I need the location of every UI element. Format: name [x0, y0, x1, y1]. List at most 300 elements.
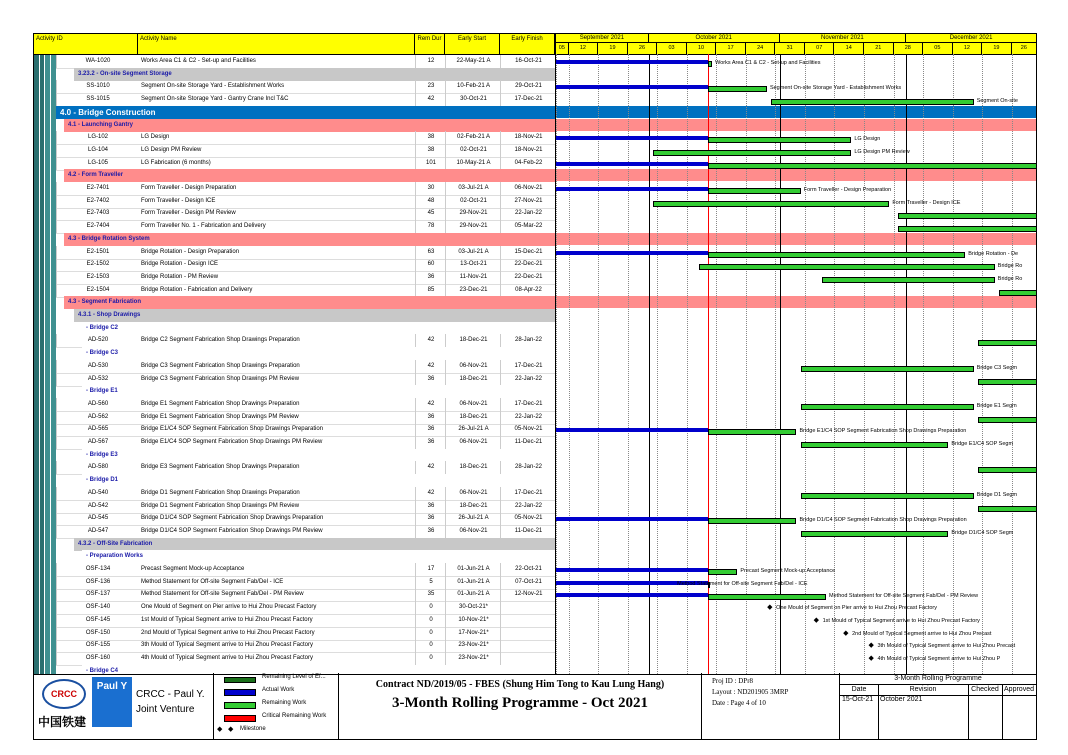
outline-indent: [34, 639, 56, 652]
remaining-bar[interactable]: [801, 442, 949, 448]
timescale-month: October 2021: [649, 34, 780, 43]
wbs-heading-label: 4.3 - Segment Fabrication: [68, 299, 142, 306]
early-start: 06-Nov-21: [445, 525, 501, 538]
rem-dur: 85: [415, 284, 446, 297]
timescale-month: November 2021: [780, 34, 907, 43]
footer: [33, 673, 1037, 740]
outline-indent: [34, 373, 56, 386]
early-finish: 28-Jan-22: [500, 334, 556, 347]
early-finish: 22-Oct-21: [500, 563, 556, 576]
activity-id: OSF-155: [56, 639, 139, 652]
activity-name: Bridge E3 Segment Fabrication Shop Drawings Preparation: [141, 464, 300, 471]
early-finish: 12-Nov-21: [500, 588, 556, 601]
wbs-heading-label: 4.3.2 - Off-Site Fabrication: [78, 540, 153, 547]
activity-id: OSF-136: [56, 576, 139, 589]
page-number: Date : Page 4 of 10: [712, 699, 766, 707]
activity-name: 4th Mould of Typical Segment arrive to Hui Zhou Precast Factory: [141, 654, 313, 661]
remaining-bar[interactable]: [708, 188, 801, 194]
early-finish: 17-Dec-21: [500, 93, 556, 106]
outline-indent: [34, 220, 56, 233]
early-finish: 18-Nov-21: [500, 131, 556, 144]
wbs-heading-label: 4.2 - Form Traveller: [68, 172, 124, 179]
activity-name: Bridge C3 Segment Fabrication Shop Drawings PM Review: [141, 375, 300, 382]
outline-indent: [34, 525, 56, 538]
wbs-heading[interactable]: [34, 106, 555, 119]
early-finish: 11-Dec-21: [500, 436, 556, 449]
early-start: 17-Nov-21*: [445, 627, 501, 640]
rem-dur: 36: [415, 373, 446, 386]
crcc-logo: CRCC: [42, 679, 86, 709]
outline-indent: [34, 461, 56, 474]
activity-id: AD-567: [56, 436, 139, 449]
wbs-heading-label: 3.23.2 - On-site Segment Storage: [78, 70, 172, 77]
wbs-heading[interactable]: [34, 169, 555, 182]
bar-label: Bridge D1/C4 SOP Segm: [951, 529, 1014, 536]
activity-name: Bridge C2 Segment Fabrication Shop Drawings Preparation: [141, 337, 300, 344]
early-finish: 15-Dec-21: [500, 246, 556, 259]
activity-id: AD-562: [56, 411, 139, 424]
actual-bar[interactable]: [556, 162, 708, 166]
bar-label: 2nd Mould of Typical Segment arrive to Hui Zhou Precast: [852, 630, 992, 637]
early-start: 29-Nov-21: [445, 220, 501, 233]
remaining-bar[interactable]: [801, 366, 974, 372]
activity-id: AD-565: [56, 423, 139, 436]
activity-name: Bridge D1 Segment Fabrication Shop Drawings PM Review: [141, 502, 300, 509]
early-finish: [500, 614, 556, 627]
activity-id: OSF-160: [56, 652, 139, 665]
remaining-bar[interactable]: [708, 594, 826, 600]
timescale-week: 19: [982, 43, 1012, 54]
rev-date-value: 15-Oct-21: [842, 696, 874, 703]
wbs-heading[interactable]: [34, 309, 555, 322]
activity-name: Bridge E1 Segment Fabrication Shop Drawings PM Review: [141, 413, 299, 420]
activity-id: AD-547: [56, 525, 139, 538]
timescale-week: 12: [953, 43, 983, 54]
activity-name: 1st Mould of Typical Segment arrive to Hui Zhou Precast Factory: [141, 616, 313, 623]
rem-dur: 42: [415, 487, 446, 500]
legend: [214, 673, 339, 739]
outline-indent: [34, 119, 56, 132]
wbs-heading-label: 4.3.1 - Shop Drawings: [78, 312, 141, 318]
early-finish: 28-Jan-22: [500, 461, 556, 474]
activity-name: Bridge Rotation - PM Review: [141, 273, 219, 280]
outline-indent: [34, 246, 56, 259]
activity-id: E2-7401: [56, 182, 139, 195]
remaining-bar[interactable]: [708, 429, 797, 435]
outline-indent: [34, 93, 56, 106]
early-start: 06-Nov-21: [445, 487, 501, 500]
outline-indent: [34, 271, 56, 284]
wbs-heading[interactable]: [34, 385, 555, 398]
timescale-week: 24: [746, 43, 776, 54]
wbs-heading-label: 4.1 - Launching Gantry: [68, 121, 134, 128]
early-start: 22-May-21 A: [445, 55, 501, 68]
early-start: 10-Feb-21 A: [445, 80, 501, 93]
activity-id: E2-7404: [56, 220, 139, 233]
week-gridline: [834, 54, 835, 674]
outline-indent: [34, 334, 56, 347]
activity-id: LG-104: [56, 144, 139, 157]
bar-label: Bridge D1 Segm: [976, 491, 1018, 498]
timescale-week: 12: [569, 43, 599, 54]
outline-indent: [34, 436, 56, 449]
bar-label: Segment On-site: [976, 98, 1018, 105]
activity-name: Segment On-site Storage Yard - Gantry Crane Incl T&C: [141, 96, 289, 103]
outline-indent: [34, 474, 56, 487]
bar-label: 3th Mould of Typical Segment arrive to Hui Zhou Precast: [877, 643, 1016, 650]
rem-dur: 35: [415, 588, 446, 601]
outline-indent: [34, 360, 56, 373]
early-start: 26-Jul-21 A: [445, 512, 501, 525]
activity-name: Bridge Rotation - Design ICE: [141, 261, 219, 268]
outline-indent: [34, 512, 56, 525]
early-start: 13-Oct-21: [445, 258, 501, 271]
rem-dur: 42: [415, 334, 446, 347]
outline-indent: [34, 131, 56, 144]
rev-header-revision: Revision: [878, 684, 969, 696]
week-gridline: [923, 54, 924, 674]
actual-bar[interactable]: [556, 85, 708, 89]
outline-indent: [34, 157, 56, 170]
remaining-bar[interactable]: [708, 252, 965, 258]
title-block: [339, 673, 702, 739]
wbs-heading-label: - Bridge E1: [86, 388, 118, 395]
bar-label: LG Design PM Review: [854, 148, 910, 155]
remaining-bar[interactable]: [771, 99, 974, 105]
rem-dur: 42: [415, 360, 446, 373]
outline-indent: [34, 347, 56, 360]
col-rem-dur[interactable]: Rem Dur: [415, 34, 445, 54]
outline-indent: [34, 195, 56, 208]
schedule-sheet: [33, 33, 1037, 675]
activity-id: AD-532: [56, 373, 139, 386]
early-start: 10-May-21 A: [445, 157, 501, 170]
rem-dur: 23: [415, 80, 446, 93]
remaining-bar[interactable]: [999, 290, 1037, 296]
wbs-heading[interactable]: [34, 474, 555, 487]
activity-id: WA-1020: [56, 55, 139, 68]
rem-dur: 17: [415, 563, 446, 576]
gantt-chart: [555, 34, 1037, 674]
remaining-bar[interactable]: [801, 493, 974, 499]
col-activity-id[interactable]: Activity ID: [34, 34, 138, 54]
outline-indent: [34, 169, 56, 182]
activity-name: One Mould of Segment on Pier arrive to Hui Zhou Precast Factory: [141, 604, 317, 611]
outline-indent: [34, 487, 56, 500]
early-start: 18-Dec-21: [445, 461, 501, 474]
milestone-icon[interactable]: ◆: [813, 616, 819, 624]
activity-name: Bridge D1/C4 SOP Segment Fabrication Shop Drawings PM Review: [141, 527, 323, 534]
rem-dur: 48: [415, 195, 446, 208]
rem-dur: 101: [415, 157, 446, 170]
actual-bar[interactable]: [556, 517, 708, 521]
remaining-bar[interactable]: [898, 213, 1037, 219]
rem-dur: 78: [415, 220, 446, 233]
activity-id: AD-530: [56, 360, 139, 373]
early-finish: 17-Dec-21: [500, 360, 556, 373]
milestone-icon[interactable]: ◆: [868, 642, 874, 650]
activity-id: AD-542: [56, 500, 139, 513]
wbs-heading[interactable]: [34, 119, 555, 132]
activity-name: Method Statement for Off-site Segment Fab/Del - ICE: [141, 578, 284, 585]
rev-revision-value: October 2021: [880, 696, 923, 703]
early-start: 29-Nov-21: [445, 207, 501, 220]
early-start: 10-Nov-21*: [445, 614, 501, 627]
outline-indent: [34, 80, 56, 93]
month-gridline: [906, 54, 907, 674]
remaining-bar[interactable]: [978, 379, 1037, 385]
remaining-bar[interactable]: [708, 137, 851, 143]
outline-indent: [34, 144, 56, 157]
remaining-bar[interactable]: [898, 226, 1037, 232]
timescale-week: 03: [657, 43, 687, 54]
activity-id: E2-1501: [56, 246, 139, 259]
early-start: 30-Oct-21*: [445, 601, 501, 614]
activity-name: Form Traveller - Design ICE: [141, 197, 216, 204]
early-start: 18-Dec-21: [445, 373, 501, 386]
col-activity-name[interactable]: Activity Name: [138, 34, 415, 54]
wbs-heading[interactable]: [34, 296, 555, 309]
legend-swatch-actual: [224, 689, 256, 696]
rem-dur: 0: [415, 614, 446, 627]
crcc-chinese-name: 中国铁建: [38, 715, 87, 729]
bar-label: Bridge Ro: [997, 263, 1023, 270]
activity-name: Bridge D1 Segment Fabrication Shop Drawings Preparation: [141, 489, 300, 496]
wbs-heading-label: 4.0 - Bridge Construction: [60, 107, 156, 117]
activity-name: LG Design: [141, 134, 170, 141]
rem-dur: 60: [415, 258, 446, 271]
rev-header-date: Date: [840, 684, 879, 696]
activity-id: LG-102: [56, 131, 139, 144]
outline-indent: [34, 284, 56, 297]
timescale-week: 05: [556, 43, 569, 54]
activity-id: E2-1504: [56, 284, 139, 297]
bar-label: Precast Segment Mock-up Acceptance: [740, 568, 836, 574]
rev-header-checked: Checked: [968, 684, 1003, 696]
timescale-week: 17: [716, 43, 746, 54]
timescale-week: 26: [1012, 43, 1037, 54]
activity-id: OSF-137: [56, 588, 139, 601]
early-start: 03-Jul-21 A: [445, 246, 501, 259]
activity-name: Bridge Rotation - Design Preparation: [141, 248, 240, 255]
early-finish: 22-Dec-21: [500, 271, 556, 284]
activity-id: LG-105: [56, 157, 139, 170]
legend-swatch-level-of-effort: [224, 677, 256, 683]
wbs-heading-label: - Bridge E3: [86, 451, 118, 458]
actual-bar[interactable]: [556, 428, 708, 432]
early-finish: 05-Mar-22: [500, 220, 556, 233]
activity-id: AD-560: [56, 398, 139, 411]
bar-label: One Mould of Segment on Pier arrive to Hui Zhou Precast Factory: [776, 605, 937, 612]
bar-label: LG Design: [854, 136, 881, 143]
wbs-heading[interactable]: [34, 68, 555, 81]
bar-label: Method Statement for Off-site Segment Fab/Del - ICE: [677, 580, 808, 587]
early-start: 06-Nov-21: [445, 360, 501, 373]
legend-label: Remaining Level of Ef...: [262, 674, 326, 680]
actual-bar[interactable]: [556, 60, 708, 64]
remaining-bar[interactable]: [801, 531, 949, 537]
remaining-bar[interactable]: [822, 277, 995, 283]
bar-label: Bridge Rotation - De: [968, 250, 1019, 257]
timescale-month: September 2021: [556, 34, 649, 43]
milestone-icon: ◆: [228, 726, 234, 733]
col-early-start[interactable]: Early Start: [445, 34, 500, 54]
wbs-heading[interactable]: [34, 538, 555, 551]
milestone-icon[interactable]: ◆: [868, 654, 874, 662]
activity-name: Bridge E1/C4 SOP Segment Fabrication Shop Drawings Preparation: [141, 426, 323, 433]
remaining-bar[interactable]: [978, 506, 1037, 512]
remaining-bar[interactable]: [708, 86, 767, 92]
remaining-bar[interactable]: [978, 467, 1037, 473]
early-start: 02-Oct-21: [445, 144, 501, 157]
activity-id: SS-1010: [56, 80, 139, 93]
bar-label: Bridge C3 Segm: [976, 364, 1018, 371]
project-info: [702, 673, 840, 739]
bar-label: Works Area C1 & C2 - Set-up and Facilities: [715, 60, 821, 66]
actual-bar[interactable]: [556, 568, 708, 572]
rem-dur: 36: [415, 512, 446, 525]
remaining-bar[interactable]: [708, 518, 797, 524]
activity-name: Segment On-site Storage Yard - Establishment Works: [141, 83, 285, 90]
bar-label: Bridge E1 Segm: [976, 402, 1017, 409]
activity-name: Method Statement for Off-site Segment Fab/Del - PM Review: [141, 591, 304, 598]
col-early-finish[interactable]: Early Finish: [500, 34, 555, 54]
wbs-heading[interactable]: [34, 322, 555, 335]
early-finish: [500, 639, 556, 652]
activity-id: AD-580: [56, 461, 139, 474]
remaining-bar[interactable]: [708, 163, 1037, 169]
early-finish: 08-Apr-22: [500, 284, 556, 297]
outline-indent: [34, 550, 56, 563]
jv-name: CRCC - Paul Y. Joint Venture: [136, 689, 205, 715]
rem-dur: 42: [415, 93, 446, 106]
activity-id: E2-1503: [56, 271, 139, 284]
outline-indent: [34, 106, 56, 119]
bar-label: 4th Mould of Typical Segment arrive to Hui Zhou P: [877, 655, 1001, 662]
early-finish: [500, 652, 556, 665]
early-finish: 29-Oct-21: [500, 80, 556, 93]
activity-name: Bridge C3 Segment Fabrication Shop Drawings Preparation: [141, 362, 300, 369]
rem-dur: 42: [415, 461, 446, 474]
early-start: 03-Jul-21 A: [445, 182, 501, 195]
rem-dur: 36: [415, 271, 446, 284]
activity-id: AD-545: [56, 512, 139, 525]
remaining-bar[interactable]: [978, 417, 1037, 423]
early-finish: 18-Nov-21: [500, 144, 556, 157]
early-finish: 06-Nov-21: [500, 182, 556, 195]
actual-bar[interactable]: [556, 593, 708, 597]
early-finish: 17-Dec-21: [500, 487, 556, 500]
early-finish: 04-Feb-22: [500, 157, 556, 170]
revision-block-title: 3-Month Rolling Programme: [840, 673, 1036, 685]
wbs-heading[interactable]: [34, 550, 555, 563]
activity-id: OSF-134: [56, 563, 139, 576]
rem-dur: 0: [415, 627, 446, 640]
rem-dur: 12: [415, 55, 446, 68]
early-start: 30-Oct-21: [445, 93, 501, 106]
rem-dur: 0: [415, 601, 446, 614]
week-gridline: [894, 54, 895, 674]
wbs-heading[interactable]: [34, 233, 555, 246]
early-start: 23-Nov-21*: [445, 639, 501, 652]
timescale-week: 31: [775, 43, 805, 54]
rem-dur: 45: [415, 207, 446, 220]
timescale-week: 19: [598, 43, 628, 54]
early-finish: 22-Jan-22: [500, 411, 556, 424]
actual-bar[interactable]: [556, 136, 708, 140]
early-finish: 05-Nov-21: [500, 512, 556, 525]
activity-name: Form Traveller No. 1 - Fabrication and Delivery: [141, 223, 266, 230]
bar-label: Segment On-site Storage Yard - Establishment Works: [769, 85, 902, 92]
bar-label: Bridge Ro: [997, 275, 1023, 282]
early-start: 11-Nov-21: [445, 271, 501, 284]
outline-indent: [34, 652, 56, 665]
milestone-icon[interactable]: ◆: [767, 604, 773, 612]
remaining-bar[interactable]: [978, 340, 1037, 346]
logo-block: [34, 673, 214, 739]
early-start: 18-Dec-21: [445, 500, 501, 513]
actual-bar[interactable]: [556, 251, 708, 255]
milestone-icon[interactable]: ◆: [843, 629, 849, 637]
outline-indent: [34, 563, 56, 576]
early-start: 01-Jun-21 A: [445, 588, 501, 601]
milestone-icon: ◆: [217, 726, 223, 733]
week-gridline: [953, 54, 954, 674]
rem-dur: 30: [415, 182, 446, 195]
legend-swatch-remaining: [224, 702, 256, 709]
rev-header-approved: Approved: [1002, 684, 1036, 696]
activity-table: [34, 55, 555, 674]
legend-swatch-critical: [224, 715, 256, 722]
actual-bar[interactable]: [556, 187, 708, 191]
early-finish: 22-Dec-21: [500, 258, 556, 271]
outline-indent: [34, 385, 56, 398]
rem-dur: 5: [415, 576, 446, 589]
early-finish: [500, 601, 556, 614]
wbs-heading[interactable]: [34, 449, 555, 462]
remaining-bar[interactable]: [708, 569, 738, 575]
legend-label: Remaining Work: [262, 700, 307, 706]
bar-label: Bridge E1/C4 SOP Segment Fabrication Shop Drawings Preparation: [799, 428, 967, 435]
activity-id: AD-540: [56, 487, 139, 500]
remaining-bar[interactable]: [653, 201, 889, 207]
rem-dur: 42: [415, 398, 446, 411]
outline-indent: [34, 576, 56, 589]
outline-indent: [34, 55, 56, 68]
early-start: 02-Feb-21 A: [445, 131, 501, 144]
activity-name: Bridge Rotation - Fabrication and Delivery: [141, 286, 253, 293]
remaining-bar[interactable]: [653, 150, 851, 156]
activity-name: Form Traveller - Design Preparation: [141, 185, 237, 191]
outline-indent: [34, 233, 56, 246]
early-start: 06-Nov-21: [445, 436, 501, 449]
activity-name: Bridge E1 Segment Fabrication Shop Drawings Preparation: [141, 400, 300, 407]
timescale-week: 05: [923, 43, 953, 54]
early-finish: 07-Oct-21: [500, 576, 556, 589]
early-start: 18-Dec-21: [445, 334, 501, 347]
timescale-week: 28: [894, 43, 924, 54]
remaining-bar[interactable]: [801, 404, 974, 410]
remaining-bar[interactable]: [708, 61, 712, 67]
outline-indent: [34, 309, 56, 322]
wbs-heading[interactable]: [34, 347, 555, 360]
activity-id: E2-1502: [56, 258, 139, 271]
timescale-week: 21: [864, 43, 894, 54]
outline-indent: [34, 614, 56, 627]
rem-dur: 36: [415, 525, 446, 538]
remaining-bar[interactable]: [699, 264, 994, 270]
revision-block: [840, 673, 1036, 739]
